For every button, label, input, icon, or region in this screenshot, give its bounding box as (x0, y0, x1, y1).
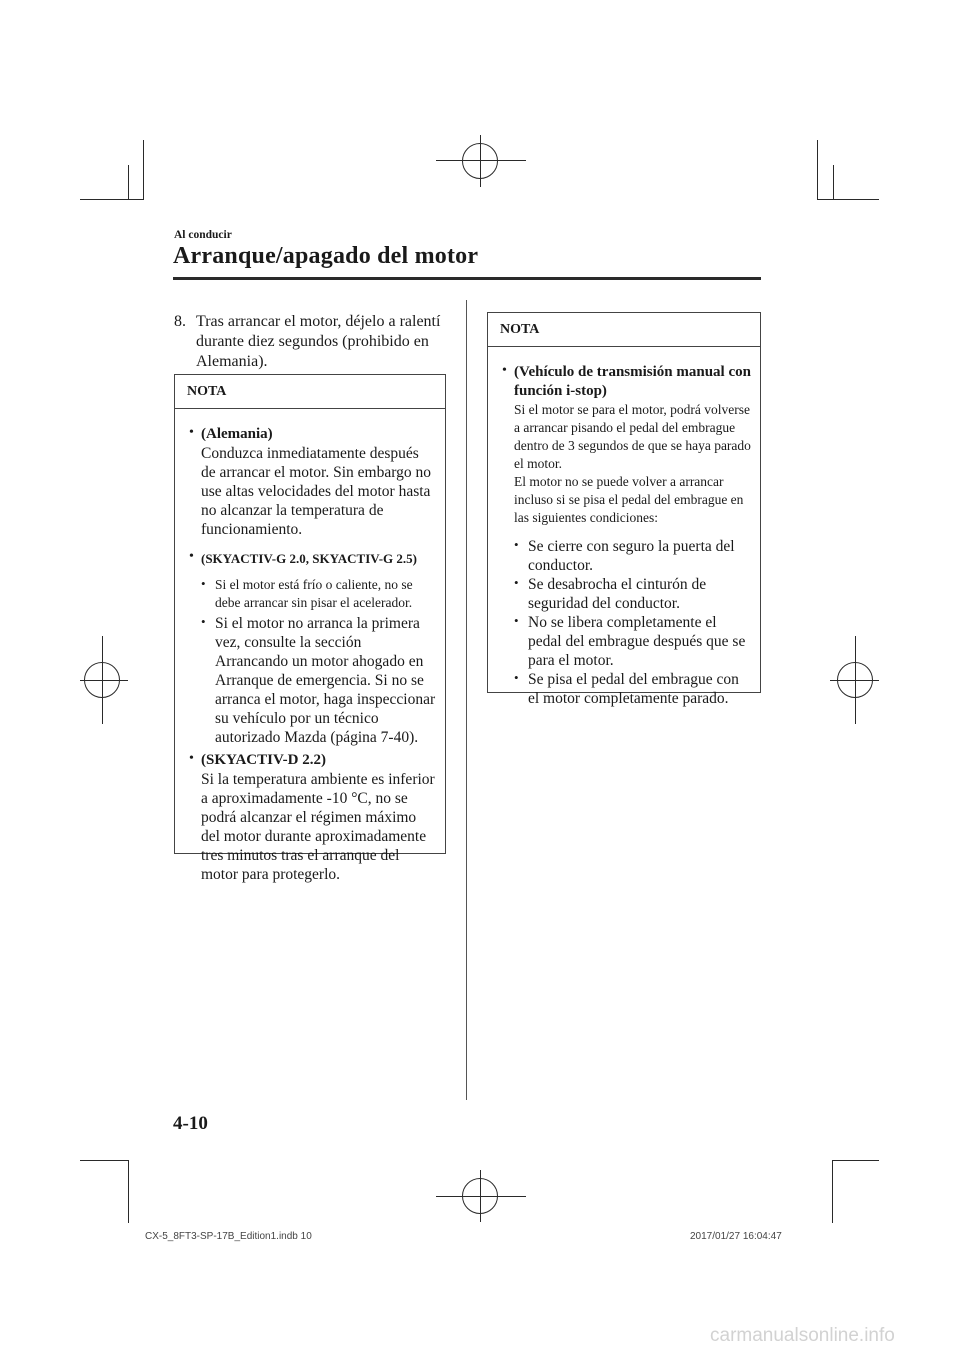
note-subitem: • Si el motor está frío o caliente, no se debe arrancar sin pisar el acelerador. (187, 576, 437, 612)
note-subitem: • Se cierre con seguro la puerta del conductor. (500, 537, 752, 575)
note-subitem: • Si el motor no arranca la primera vez, consulte la sección Arrancando un motor ahogado en Arranque de emergencia. Si no se arranca el motor, haga inspeccionar su vehículo por un técnico autorizado Mazda (página 7-40). (201, 614, 436, 746)
bullet: • (502, 363, 507, 378)
note-box-right (487, 312, 761, 707)
note-item-text: Conduzca inmediatamente después de arrancar el motor. Sin embargo no use altas velocidades del motor hasta no alcanzar la temperatura de funcionamiento. (201, 445, 431, 538)
note-subitem: • Se desabrocha el cinturón de seguridad del conductor. (500, 575, 752, 613)
note-box-left (174, 374, 446, 883)
note-item-text: Si el motor se para el motor, podrá volverse a arrancar pisando el pedal del embrague dentro de 3 segundos de que se haya parado el motor. (514, 402, 751, 471)
page-number: 4-10 (173, 1113, 208, 1134)
note-item-skyactiv-d (187, 751, 437, 884)
note-item-skyactiv-g (187, 549, 437, 568)
step-number: 8. (174, 313, 186, 330)
note-item-title: (SKYACTIV-D 2.2) (201, 752, 327, 768)
title-rule (173, 277, 761, 280)
note-item-text: Si la temperatura ambiente es inferior a aproximadamente -10 °C, no se podrá alcanzar el régimen máximo del motor durante aproximadamente tres minutos tras el arranque del motor para protegerlo. (201, 771, 435, 883)
column-divider (466, 300, 467, 1100)
footer-timestamp: 2017/01/27 16:04:47 (690, 1231, 782, 1242)
note-subitem-text: Si el motor está frío o caliente, no se debe arrancar sin pisar el acelerador. (215, 577, 413, 610)
step-item (174, 312, 444, 372)
note-subitem: • Se pisa el pedal del embrague con el motor completamente parado. (500, 670, 752, 708)
note-item-title: (Vehículo de transmisión manual con función i-stop) (514, 364, 751, 399)
note-subitem-text: Se cierre con seguro la puerta del conductor. (528, 538, 735, 574)
note-subitem-text: Se desabrocha el cinturón de seguridad del conductor. (528, 576, 707, 612)
note-item-title: (Alemania) (201, 426, 273, 442)
footer-file: CX-5_8FT3-SP-17B_Edition1.indb 10 (145, 1231, 312, 1242)
note-heading: NOTA (175, 375, 445, 409)
bullet: • (189, 549, 194, 564)
note-subitem: • No se libera completamente el pedal del embrague después que se para el motor. (500, 613, 752, 670)
section-label: Al conducir (174, 229, 232, 241)
note-heading: NOTA (488, 313, 760, 347)
note-subitem-text: Se pisa el pedal del embrague con el motor completamente parado. (528, 671, 739, 707)
page-title: Arranque/apagado del motor (173, 243, 479, 269)
note-item-title: (SKYACTIV-G 2.0, SKYACTIV-G 2.5) (201, 551, 417, 566)
bullet: • (189, 751, 194, 766)
watermark: carmanualsonline.info (710, 1325, 895, 1346)
note-subitem-text: Si el motor no arranca la primera vez, consulte la sección Arrancando un motor ahogado en Arranque de emergencia. Si no se arranca el motor, haga inspeccionar su vehículo por un técnico autorizado Mazda (página 7-40). (215, 615, 436, 746)
note-item-germany (187, 425, 437, 539)
note-subitem-text: No se libera completamente el pedal del embrague después que se para el motor. (528, 614, 746, 669)
note-item-text: El motor no se puede volver a arrancar incluso si se pisa el pedal del embrague en las siguientes condiciones: (514, 474, 744, 525)
step-text: Tras arrancar el motor, déjelo a ralentí durante diez segundos (prohibido en Alemania). (196, 313, 441, 370)
bullet: • (189, 425, 194, 440)
note-item-manual-istop (500, 363, 752, 527)
